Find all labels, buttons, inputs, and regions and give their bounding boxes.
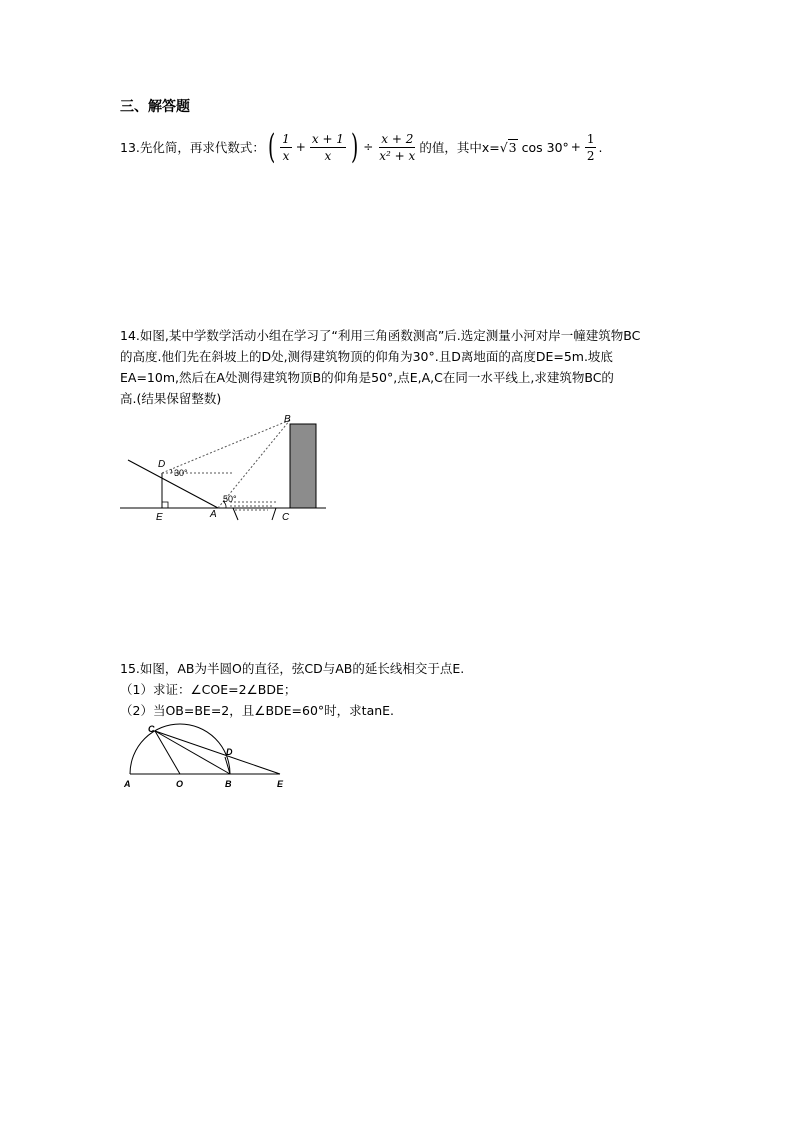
q15-line-1: 15.如图，AB为半圆O的直径，弦CD与AB的延长线相交于点E. [120,661,465,676]
angle-arc-30 [171,469,172,473]
right-angle-mark [162,502,168,508]
chord-cd-extended [155,731,280,774]
figure-q15-semicircle [118,722,293,792]
angle-label-50: 50° [223,494,237,504]
angle-label-30: 30° [174,468,188,478]
label-e: E [156,512,163,523]
plus-sign: + [295,140,306,154]
question-13 [120,127,603,167]
q15-line-3: （2）当OB=BE=2，且∠BDE=60°时，求tanE. [120,703,395,718]
label-c: C [282,512,290,523]
building-bc [290,424,316,508]
divide-sign: ÷ [363,140,374,154]
question-15-text [120,658,464,721]
sightline-d-b [162,420,290,473]
label-a: A [124,779,131,789]
right-paren: ) [350,127,359,167]
q13-end: . [598,139,603,155]
q15-line-2: （1）求证：∠COE=2∠BDE； [120,682,297,697]
cos-30: cos 30° [521,139,569,155]
label-b: B [284,414,291,425]
label-b: B [225,779,232,789]
sqrt-3: √ 3 [499,140,517,155]
section-title: 三、解答题 [120,99,190,115]
segment-co [155,731,180,774]
q14-line-1: 14.如图,某中学数学活动小组在学习了“利用三角函数测高”后.选定测量小河对岸一幢建筑物BC [120,328,641,343]
fraction-one-half: $\frac{1}{2}$ [586,131,595,163]
fraction-1-over-x: $\frac{1}{x}$ [282,131,290,163]
q13-middle: 的值，其中x= [419,140,500,155]
figure-q14-building [118,410,328,525]
river-bank-right [272,508,276,520]
label-c: C [148,724,155,734]
fraction-x-plus-1-over-x: $\frac{x + 1}{x}$ [311,131,344,163]
q14-line-4: 高.(结果保留整数) [120,391,222,406]
label-e: E [277,779,284,789]
left-paren: ( [267,127,276,167]
label-d: D [158,459,166,470]
label-a: A [210,509,217,520]
slope-line [128,460,218,508]
q14-line-2: 的高度.他们先在斜坡上的D处,测得建筑物顶的仰角为30°.且D离地面的高度DE=5m.坡底 [120,349,613,364]
q13-prefix: 13.先化简，再求代数式： [120,140,265,155]
label-o: O [176,779,184,789]
q14-line-3: EA=10m,然后在A处测得建筑物顶B的仰角是50°,点E,A,C在同一水平线上,求建筑物BC的 [120,370,614,385]
semicircle-arc [130,724,230,774]
plus-sign-2: + [570,140,581,154]
label-d: D [226,747,233,757]
fraction-x-plus-2-over-x2-plus-x: $\frac{x + 2}{\text{x² + x}}$ [379,131,416,163]
question-14-text [120,325,640,409]
